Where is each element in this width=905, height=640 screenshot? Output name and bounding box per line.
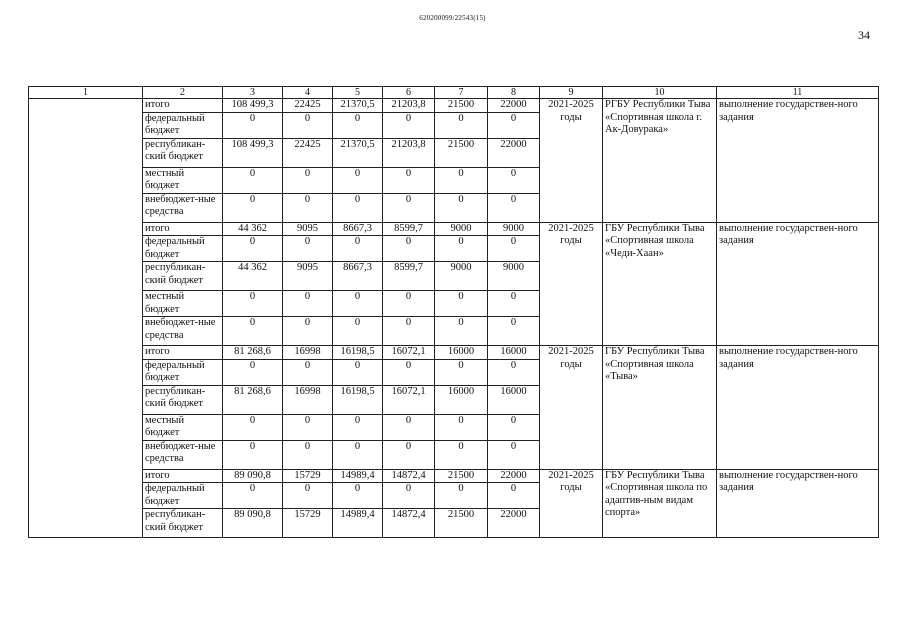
amount-cell: 8667,3: [333, 262, 383, 291]
amount-cell: 0: [333, 440, 383, 469]
amount-cell: 0: [383, 193, 435, 222]
amount-cell: 44 362: [223, 222, 283, 236]
amount-cell: 0: [223, 193, 283, 222]
executor-cell: РГБУ Республики Тыва «Спортивная школа г. Ак-Довурака»: [603, 99, 717, 223]
amount-cell: 0: [435, 359, 488, 385]
amount-cell: 0: [223, 440, 283, 469]
amount-cell: 0: [488, 291, 540, 317]
amount-cell: 0: [283, 359, 333, 385]
funding-source-label: внебюджет-ные средства: [143, 440, 223, 469]
amount-cell: 0: [283, 112, 333, 138]
amount-cell: 0: [283, 193, 333, 222]
amount-cell: 14872,4: [383, 509, 435, 538]
amount-cell: 0: [488, 440, 540, 469]
amount-cell: 22000: [488, 469, 540, 483]
amount-cell: 21500: [435, 509, 488, 538]
funding-source-label: итого: [143, 99, 223, 113]
header-cell-9: 9: [540, 87, 603, 99]
amount-cell: 21500: [435, 138, 488, 167]
amount-cell: 0: [383, 414, 435, 440]
amount-cell: 8599,7: [383, 262, 435, 291]
amount-cell: 9000: [435, 222, 488, 236]
amount-cell: 0: [333, 483, 383, 509]
amount-cell: 0: [223, 167, 283, 193]
amount-cell: 0: [383, 167, 435, 193]
amount-cell: 16072,1: [383, 346, 435, 360]
amount-cell: 0: [333, 359, 383, 385]
amount-cell: 14872,4: [383, 469, 435, 483]
funding-source-label: республикан-ский бюджет: [143, 385, 223, 414]
amount-cell: 0: [283, 414, 333, 440]
note-cell: выполнение государствен-ного задания: [717, 222, 879, 346]
funding-source-label: итого: [143, 346, 223, 360]
amount-cell: 16998: [283, 385, 333, 414]
period-cell: 2021-2025 годы: [540, 99, 603, 223]
amount-cell: 15729: [283, 509, 333, 538]
amount-cell: 0: [223, 291, 283, 317]
funding-source-label: федеральный бюджет: [143, 483, 223, 509]
empty-column-cell: [29, 99, 143, 538]
amount-cell: 89 090,8: [223, 509, 283, 538]
amount-cell: 0: [333, 236, 383, 262]
amount-cell: 16198,5: [333, 346, 383, 360]
amount-cell: 9000: [488, 222, 540, 236]
amount-cell: 0: [333, 112, 383, 138]
header-cell-8: 8: [488, 87, 540, 99]
amount-cell: 0: [383, 112, 435, 138]
table-body: [29, 87, 879, 538]
header-cell-11: 11: [717, 87, 879, 99]
amount-cell: 0: [488, 167, 540, 193]
amount-cell: 0: [435, 317, 488, 346]
executor-cell: ГБУ Республики Тыва «Спортивная школа «Чеди-Хаан»: [603, 222, 717, 346]
amount-cell: 21370,5: [333, 138, 383, 167]
funding-source-label: итого: [143, 469, 223, 483]
amount-cell: 0: [283, 440, 333, 469]
amount-cell: 15729: [283, 469, 333, 483]
amount-cell: 0: [333, 317, 383, 346]
amount-cell: 108 499,3: [223, 138, 283, 167]
amount-cell: 9000: [488, 262, 540, 291]
amount-cell: 21500: [435, 469, 488, 483]
amount-cell: 0: [435, 291, 488, 317]
amount-cell: 22425: [283, 99, 333, 113]
amount-cell: 0: [223, 414, 283, 440]
amount-cell: 0: [488, 112, 540, 138]
table-row: [29, 222, 879, 236]
amount-cell: 0: [333, 167, 383, 193]
header-cell-1: 1: [29, 87, 143, 99]
note-cell: выполнение государствен-ного задания: [717, 469, 879, 538]
amount-cell: 81 268,6: [223, 385, 283, 414]
amount-cell: 16000: [488, 346, 540, 360]
amount-cell: 0: [383, 483, 435, 509]
amount-cell: 0: [435, 112, 488, 138]
amount-cell: 0: [488, 236, 540, 262]
amount-cell: 0: [223, 317, 283, 346]
amount-cell: 0: [435, 167, 488, 193]
amount-cell: 22000: [488, 99, 540, 113]
header-cell-6: 6: [383, 87, 435, 99]
funding-source-label: местный бюджет: [143, 414, 223, 440]
amount-cell: 0: [283, 291, 333, 317]
funding-source-label: внебюджет-ные средства: [143, 317, 223, 346]
amount-cell: 0: [383, 291, 435, 317]
amount-cell: 21203,8: [383, 99, 435, 113]
amount-cell: 16072,1: [383, 385, 435, 414]
amount-cell: 0: [333, 291, 383, 317]
funding-source-label: местный бюджет: [143, 291, 223, 317]
amount-cell: 0: [488, 359, 540, 385]
period-cell: 2021-2025 годы: [540, 469, 603, 538]
funding-source-label: республикан-ский бюджет: [143, 138, 223, 167]
amount-cell: 16000: [435, 385, 488, 414]
header-cell-10: 10: [603, 87, 717, 99]
amount-cell: 81 268,6: [223, 346, 283, 360]
amount-cell: 22000: [488, 509, 540, 538]
amount-cell: 9000: [435, 262, 488, 291]
amount-cell: 8667,3: [333, 222, 383, 236]
amount-cell: 0: [488, 317, 540, 346]
amount-cell: 0: [435, 193, 488, 222]
budget-table: [28, 86, 879, 538]
amount-cell: 0: [383, 317, 435, 346]
amount-cell: 21500: [435, 99, 488, 113]
funding-source-label: республикан-ский бюджет: [143, 262, 223, 291]
amount-cell: 21370,5: [333, 99, 383, 113]
page-number: 34: [858, 28, 870, 42]
header-cell-3: 3: [223, 87, 283, 99]
amount-cell: 89 090,8: [223, 469, 283, 483]
funding-source-label: федеральный бюджет: [143, 112, 223, 138]
amount-cell: 0: [435, 236, 488, 262]
amount-cell: 0: [383, 236, 435, 262]
amount-cell: 0: [488, 483, 540, 509]
amount-cell: 0: [223, 359, 283, 385]
header-cell-4: 4: [283, 87, 333, 99]
document-code: 620200099/22543(15): [419, 14, 486, 22]
table-row: [29, 99, 879, 113]
amount-cell: 0: [488, 193, 540, 222]
amount-cell: 14989,4: [333, 509, 383, 538]
amount-cell: 0: [223, 112, 283, 138]
table-row: [29, 469, 879, 483]
amount-cell: 16000: [435, 346, 488, 360]
amount-cell: 0: [383, 440, 435, 469]
header-cell-7: 7: [435, 87, 488, 99]
amount-cell: 0: [223, 483, 283, 509]
amount-cell: 0: [283, 483, 333, 509]
amount-cell: 9095: [283, 262, 333, 291]
amount-cell: 14989,4: [333, 469, 383, 483]
amount-cell: 16998: [283, 346, 333, 360]
funding-source-label: итого: [143, 222, 223, 236]
amount-cell: 0: [383, 359, 435, 385]
amount-cell: 21203,8: [383, 138, 435, 167]
amount-cell: 9095: [283, 222, 333, 236]
period-cell: 2021-2025 годы: [540, 346, 603, 470]
amount-cell: 0: [283, 167, 333, 193]
header-cell-5: 5: [333, 87, 383, 99]
amount-cell: 44 362: [223, 262, 283, 291]
amount-cell: 108 499,3: [223, 99, 283, 113]
period-cell: 2021-2025 годы: [540, 222, 603, 346]
amount-cell: 0: [488, 414, 540, 440]
note-cell: выполнение государствен-ного задания: [717, 346, 879, 470]
header-row: [29, 87, 879, 99]
funding-source-label: федеральный бюджет: [143, 359, 223, 385]
executor-cell: ГБУ Республики Тыва «Спортивная школа по адаптив-ным видам спорта»: [603, 469, 717, 538]
note-cell: выполнение государствен-ного задания: [717, 99, 879, 223]
amount-cell: 0: [223, 236, 283, 262]
amount-cell: 8599,7: [383, 222, 435, 236]
amount-cell: 0: [283, 236, 333, 262]
table-row: [29, 346, 879, 360]
funding-source-label: местный бюджет: [143, 167, 223, 193]
funding-source-label: федеральный бюджет: [143, 236, 223, 262]
amount-cell: 16198,5: [333, 385, 383, 414]
amount-cell: 0: [435, 414, 488, 440]
amount-cell: 0: [435, 440, 488, 469]
header-cell-2: 2: [143, 87, 223, 99]
amount-cell: 22000: [488, 138, 540, 167]
funding-source-label: внебюджет-ные средства: [143, 193, 223, 222]
funding-source-label: республикан-ский бюджет: [143, 509, 223, 538]
executor-cell: ГБУ Республики Тыва «Спортивная школа «Тыва»: [603, 346, 717, 470]
amount-cell: 16000: [488, 385, 540, 414]
amount-cell: 0: [333, 414, 383, 440]
amount-cell: 0: [333, 193, 383, 222]
amount-cell: 0: [283, 317, 333, 346]
amount-cell: 0: [435, 483, 488, 509]
amount-cell: 22425: [283, 138, 333, 167]
